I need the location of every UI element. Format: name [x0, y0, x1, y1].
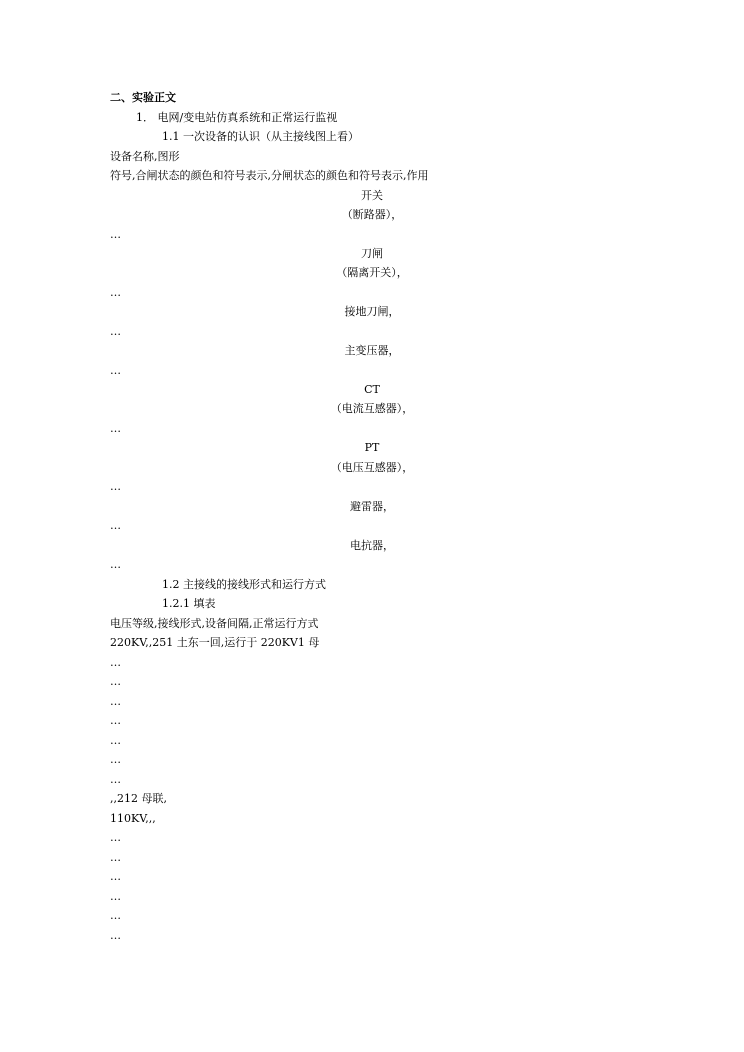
- ellipsis: …: [110, 773, 121, 786]
- fill-table-header: 电压等级,接线形式,设备间隔,正常运行方式: [110, 617, 319, 630]
- ellipsis: …: [110, 364, 121, 377]
- table-header-line-2: 符号,合闸状态的颜色和符号表示,分闸状态的颜色和符号表示,作用: [110, 169, 429, 182]
- ellipsis: …: [110, 480, 121, 493]
- ellipsis: …: [110, 558, 121, 571]
- device-name: 接地刀闸，: [344, 305, 400, 318]
- device-name: （断路器），: [341, 208, 403, 221]
- section-title: 二、实验正文: [110, 91, 176, 104]
- table-row-220kv: 220KV,,251 土东一回,运行于 220KV1 母: [110, 636, 320, 649]
- ellipsis: …: [110, 890, 121, 903]
- device-name: 主变压器，: [344, 344, 400, 357]
- ellipsis: …: [110, 734, 121, 747]
- device-name: （电压互感器），: [330, 461, 414, 474]
- ellipsis: …: [110, 519, 121, 532]
- item-1-2-1-heading: 1.2.1 填表: [162, 597, 216, 610]
- ellipsis: …: [110, 851, 121, 864]
- ellipsis: …: [110, 228, 121, 241]
- ellipsis: …: [110, 714, 121, 727]
- device-name: CT: [364, 383, 380, 396]
- device-name: 开关: [361, 189, 383, 202]
- device-name: 电抗器，: [350, 539, 394, 552]
- item-1-1-heading: 1.1 一次设备的认识（从主接线图上看）: [162, 130, 359, 143]
- table-header-line-1: 设备名称,图形: [110, 150, 180, 163]
- ellipsis: …: [110, 929, 121, 942]
- ellipsis: …: [110, 325, 121, 338]
- ellipsis: …: [110, 286, 121, 299]
- item-1-2-heading: 1.2 主接线的接线形式和运行方式: [162, 578, 326, 591]
- ellipsis: …: [110, 656, 121, 669]
- ellipsis: …: [110, 675, 121, 688]
- ellipsis: …: [110, 831, 121, 844]
- device-name: PT: [364, 441, 380, 454]
- table-row-212: ,,212 母联,: [110, 792, 167, 805]
- device-name: （隔离开关），: [336, 266, 408, 279]
- ellipsis: …: [110, 870, 121, 883]
- device-name: （电流互感器），: [330, 402, 414, 415]
- device-name: 刀闸: [361, 247, 383, 260]
- item-1-heading: 1． 电网/变电站仿真系统和正常运行监视: [136, 111, 338, 124]
- ellipsis: …: [110, 909, 121, 922]
- table-row-110kv: 110KV,,,: [110, 812, 156, 825]
- device-name: 避雷器，: [350, 500, 394, 513]
- ellipsis: …: [110, 422, 121, 435]
- ellipsis: …: [110, 695, 121, 708]
- ellipsis: …: [110, 753, 121, 766]
